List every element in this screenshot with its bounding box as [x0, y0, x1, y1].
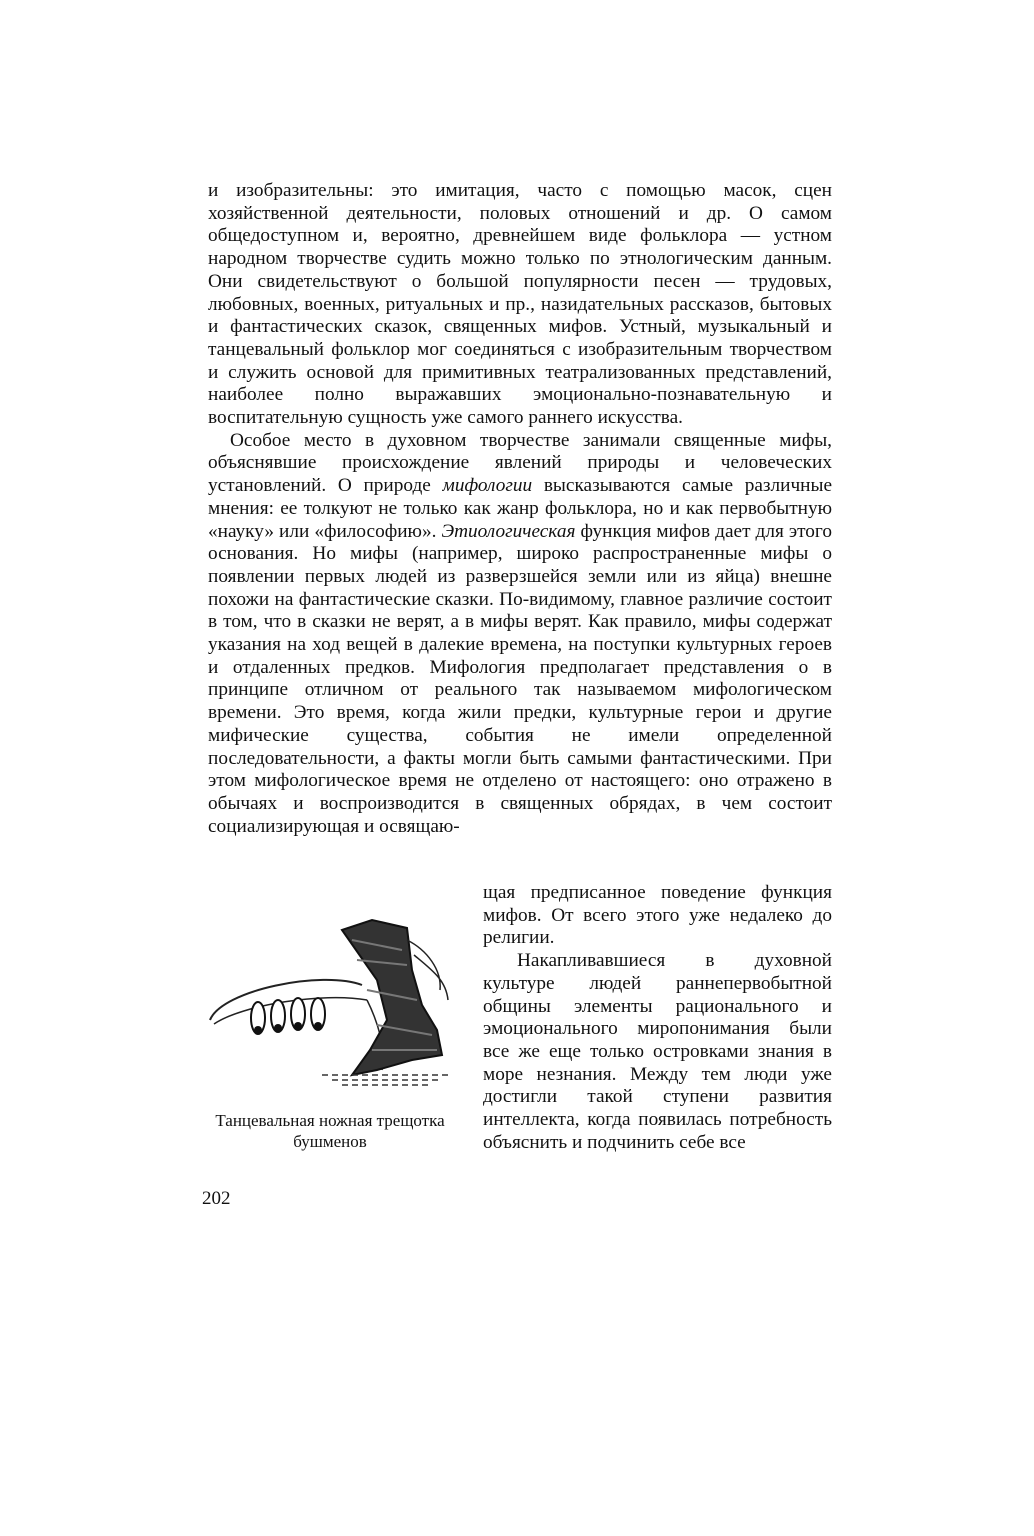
- figure-foot-rattle: [202, 910, 458, 1152]
- paragraph-2: [208, 430, 832, 839]
- paragraph-1: и изобразительны: это имитация, часто с помощью масок, сцен хозяйственной деятельности, половых отношений и др. О самом общедоступном и, вероятно, древнейшем виде фольклора — устном народном творчестве судить можно только по этнологическим данным. Они свидетельствуют о большой популярности песен — трудовых, любовных, военных, ритуальных и пр., назидательных рассказов, бытовых и фантастических сказок, священных мифов. Устный, музыкальный и танцевальный фольклор мог соединяться с изобразительным творчеством и служить основой для примитивных театрализованных представлений, наиболее полно выражавших эмоционально-познавательную и воспитательную сущность уже самого раннего искусства.: [208, 180, 832, 429]
- paragraph-2-italic-mythology: мифологии: [442, 475, 533, 497]
- paragraph-3: Накапливавшиеся в духовной культуре людей раннепервобытной общины элементы рационального и эмоционального миропонимания были все же еще только островками знания в море незнания. Между тем люди уже достигли такой ступени развития интеллекта, когда появилась потребность объяснить и подчинить себе все: [483, 950, 832, 1153]
- figure-caption: Танцевальная ножная трещотка бушменов: [215, 1111, 445, 1151]
- main-text: [208, 180, 832, 838]
- foot-rattle-illustration: [202, 910, 458, 1100]
- paragraph-2-text-a: Особое место в духовном творчестве занимали священные мифы, объяснявшие происхождение явлений природы и человеческих установлений. О природе: [208, 429, 832, 497]
- paragraph-2-continued: щая предписанное поведение функция мифов. От всего этого уже недалеко до религии.: [483, 882, 832, 949]
- page-number: 202: [202, 1188, 231, 1209]
- paragraph-2-text-b: высказываются самые различные мнения: ее толкуют не только как жанр фольклора, но и как первобытную «науку» или «философию».: [208, 475, 832, 542]
- side-text: [483, 882, 832, 1154]
- paragraph-2-italic-etiological: Этиологическая: [441, 520, 576, 542]
- paragraph-2-text-c: функция мифов дает для этого основания. Но мифы (например, широко распространенные мифы о появлении первых людей из разверзшейся земли или из яйца) внешне похожи на фантастические сказки. По-видимому, главное различие состоит в том, что в сказки не верят, а в мифы верят. Как правило, мифы содержат указания на ход вещей в далекие времена, на поступки культурных героев и отдаленных предков. Мифология предполагает представления о в принципе отличном от реального так называемом мифологическом времени. Это время, когда жили предки, культурные герои и другие мифические существа, события не имели определенной последовательности, а факты могли быть самыми фантастическими. При этом мифологическое время не отделено от настоящего: оно отражено в обычаях и воспроизводится в священных обрядах, в чем состоит социализирующая и освящаю-: [208, 520, 833, 837]
